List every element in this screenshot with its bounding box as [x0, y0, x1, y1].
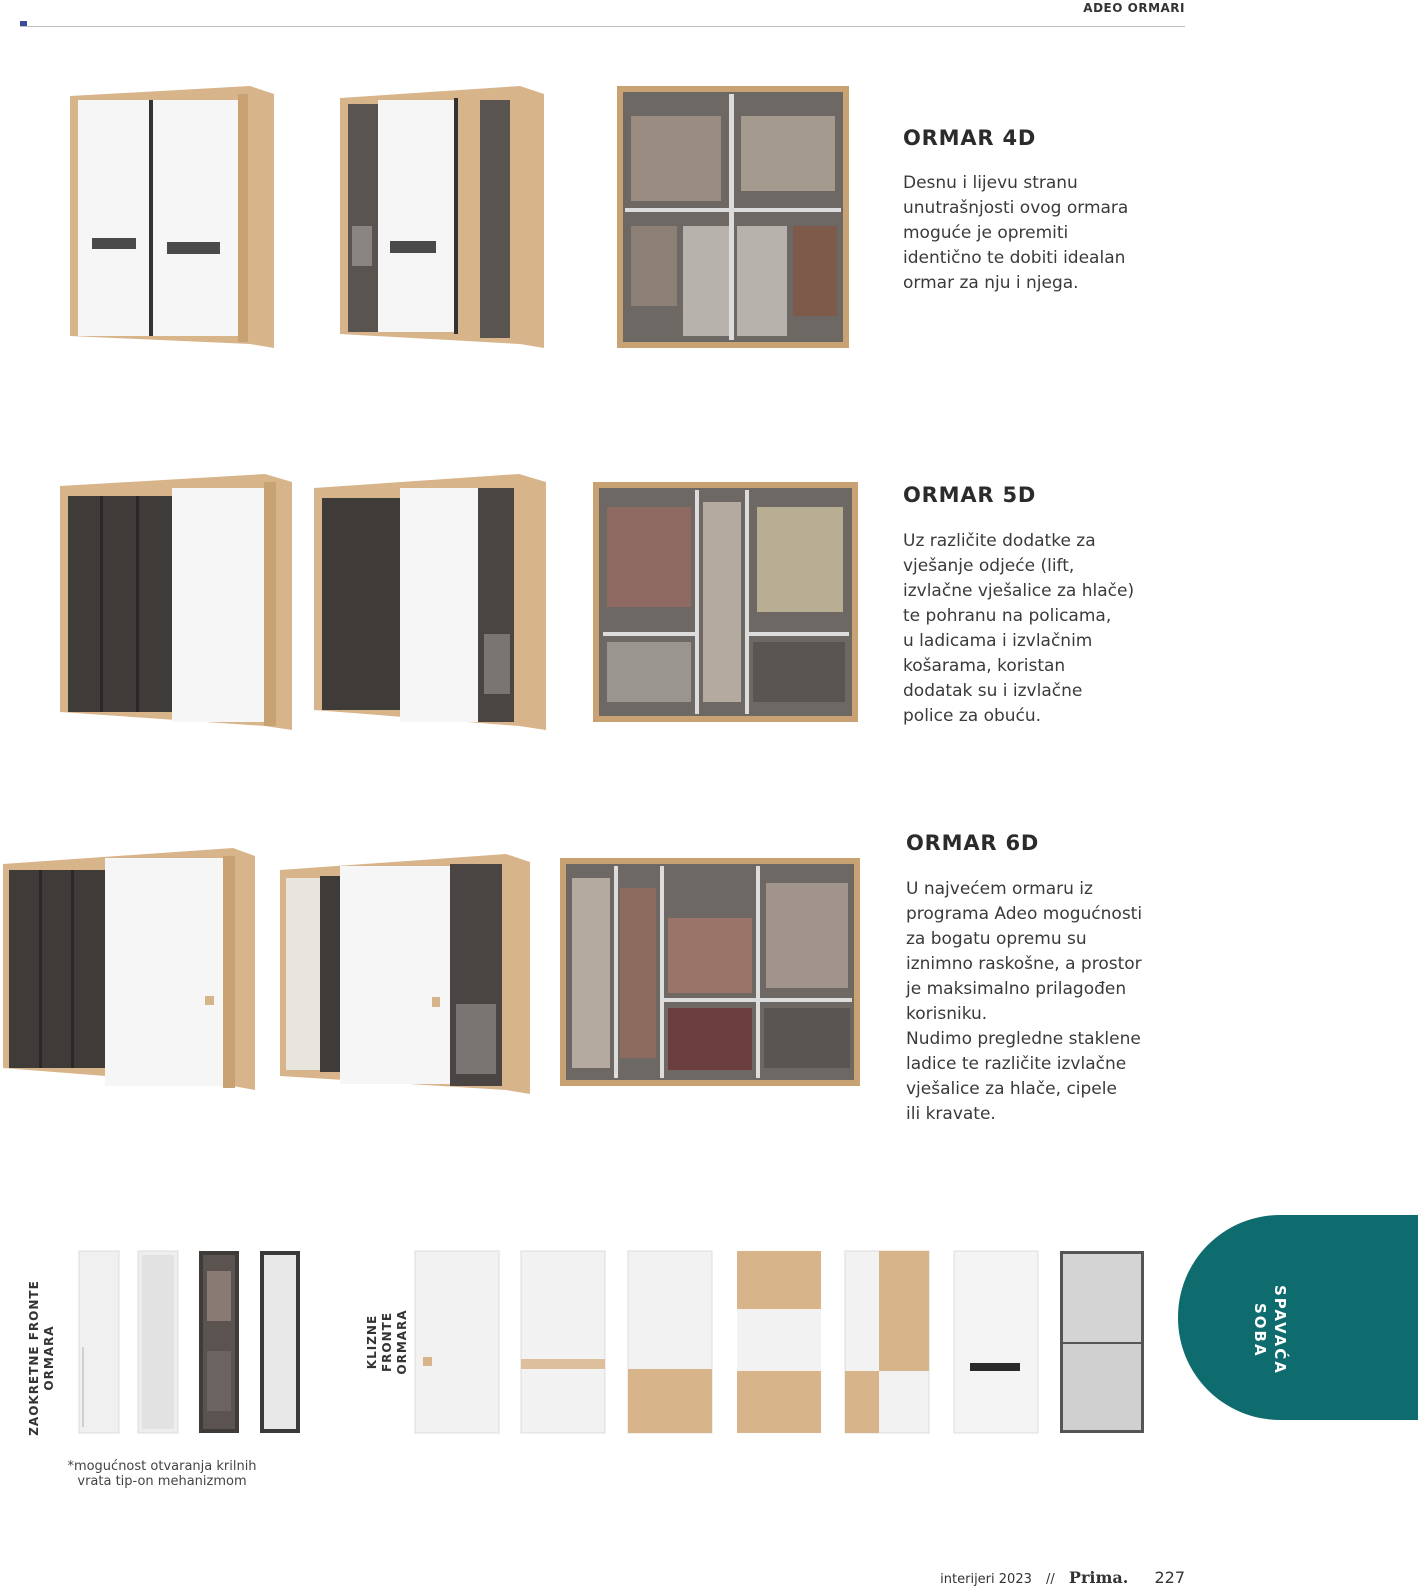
wardrobe-4d-open-image — [340, 86, 550, 351]
ormar-6d-title: ORMAR 6D — [906, 831, 1040, 855]
footer — [940, 1568, 1185, 1587]
ormar-6d-description: U najvećem ormaru iz programa Adeo mogućnosti za bogatu opremu su iznimno raskošne, a prostor je maksimalno prilagođen korisniku. Nudimo pregledne staklene ladice te različite izvlačne vješalice za hlače, cipele ili kravate. — [906, 879, 1143, 1124]
wardrobe-6d-open-image — [280, 854, 532, 1096]
wardrobe-5d-interior-image — [593, 482, 858, 722]
hinged-front-white — [79, 1251, 119, 1433]
ormar-4d-description: Desnu i lijevu stranu unutrašnjosti ovog ormara moguće je opremiti identično te dobiti idealan ormar za nju i njega. — [903, 173, 1129, 293]
wardrobe-5d-closed-image — [60, 474, 295, 732]
sliding-front-white-knob — [415, 1251, 499, 1433]
hinged-front-glass-dark — [199, 1251, 239, 1433]
footer-publication: interijeri 2023 — [940, 1572, 1032, 1587]
sliding-front-mirror — [1060, 1251, 1144, 1433]
sliding-front-white-handle — [954, 1251, 1038, 1433]
ormar-5d-title: ORMAR 5D — [903, 483, 1037, 507]
side-tab — [1178, 1215, 1418, 1420]
ormar-5d-description: Uz različite dodatke za vješanje odjeće (lift, izvlačne vješalice za hlače) te pohranu na policama, u ladicama i izvlačnim košarama, koristan dodatak su i izvlačne police za obuću. — [903, 531, 1135, 726]
hinged-fronts-label: ZAOKRETNE FRONTE ORMARA — [27, 1280, 56, 1436]
hinged-front-mirror-frame — [260, 1251, 300, 1433]
sliding-front-oak-white-middle — [737, 1251, 821, 1433]
sliding-front-checker — [845, 1251, 929, 1433]
hinged-front-mirror — [138, 1251, 178, 1433]
ormar-4d-title: ORMAR 4D — [903, 126, 1037, 150]
sliding-front-white-oak-strip — [521, 1251, 605, 1433]
sliding-fronts-label: KLIZNE FRONTE ORMARA — [365, 1309, 409, 1375]
page-number: 227 — [1154, 1568, 1185, 1587]
wardrobe-4d-interior-image — [617, 86, 849, 348]
footer-brand: Prima. — [1068, 1568, 1129, 1587]
section-label: ADEO ORMARI — [1083, 1, 1185, 15]
fronts-footnote: *mogućnost otvaranja krilnih vrata tip-on mehanizmom — [67, 1459, 257, 1489]
wardrobe-5d-open-image — [314, 474, 549, 732]
wardrobe-6d-closed-image — [3, 848, 258, 1093]
side-tab-label: SPAVAĆA SOBA — [1251, 1285, 1289, 1375]
wardrobe-4d-closed-image — [70, 86, 280, 351]
wardrobe-6d-interior-image — [560, 858, 860, 1086]
header-rule — [20, 26, 1185, 27]
footer-separator: // — [1046, 1572, 1055, 1587]
sliding-front-white-oak-bottom — [628, 1251, 712, 1433]
